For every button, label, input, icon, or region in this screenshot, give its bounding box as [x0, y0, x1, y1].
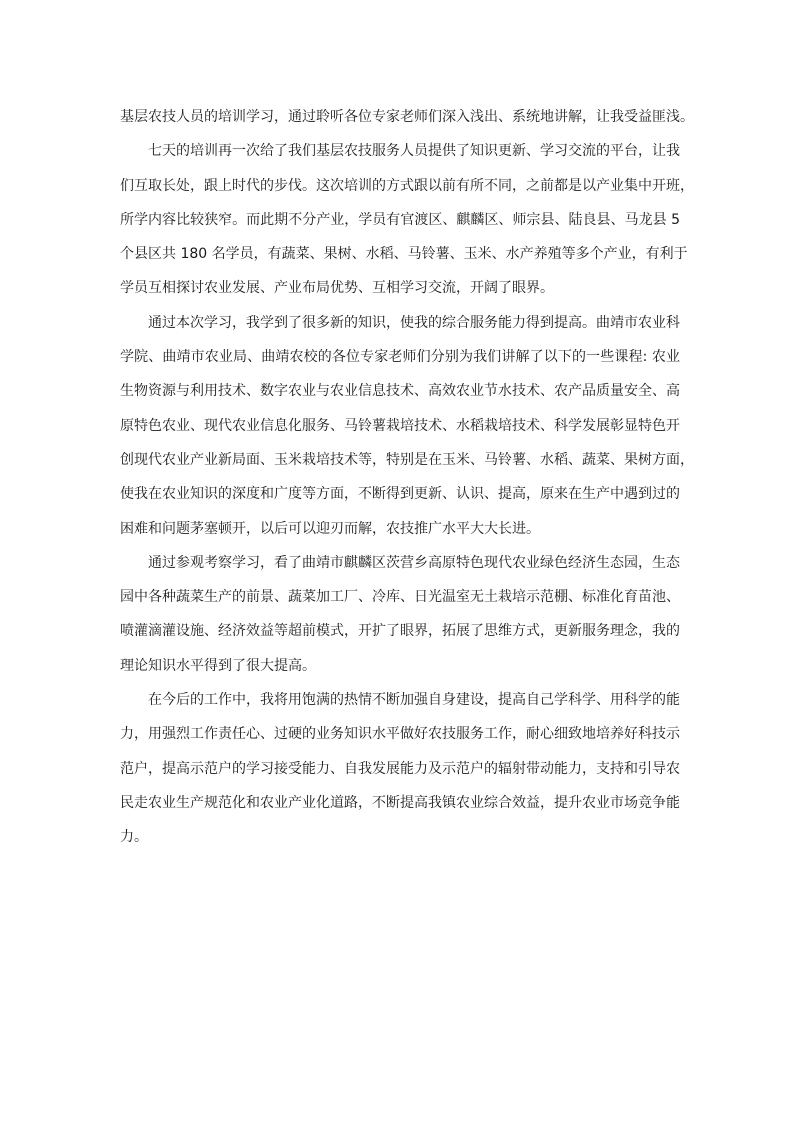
text-line: 原特色农业、现代农业信息化服务、马铃薯栽培技术、水稻栽培技术、科学发展彰显特色开 [120, 417, 680, 434]
text-line: 力。 [120, 829, 148, 846]
text-line: 力，用强烈工作责任心、过硬的业务知识水平做好农技服务工作，耐心细致地培养好科技示 [120, 726, 680, 743]
paragraph-first-line: 七天的培训再一次给了我们基层农技服务人员提供了知识更新、学习交流的平台，让我 [148, 143, 680, 160]
text-line: 个县区共 180 名学员，有蔬菜、果树、水稻、马铃薯、玉米、水产养殖等多个产业，有利于 [120, 246, 688, 263]
paragraph-first-line: 在今后的工作中，我将用饱满的热情不断加强自身建设，提高自己学科学、用科学的能 [148, 692, 680, 709]
text-line: 民走农业生产规范化和农业产业化道路，不断提高我镇农业综合效益，提升农业市场竞争能 [120, 794, 680, 811]
text-line: 理论知识水平得到了很大提高。 [120, 657, 316, 674]
text-line: 创现代农业产业新局面、玉米栽培技术等，特别是在玉米、马铃薯、水稻、蔬菜、果树方面， [120, 451, 694, 468]
text-line: 使我在农业知识的深度和广度等方面，不断得到更新、认识、提高，原来在生产中遇到过的 [120, 486, 680, 503]
text-line: 喷灌滴灌设施、经济效益等超前模式，开扩了眼界，拓展了思维方式，更新服务理念，我的 [120, 623, 680, 640]
body-text [120, 100, 694, 855]
text-line: 学院、曲靖市农业局、曲靖农校的各位专家老师们分别为我们讲解了以下的一些课程: 农业 [120, 349, 680, 366]
text-line: 基层农技人员的培训学习，通过聆听各位专家老师们深入浅出、系统地讲解，让我受益匪浅。 [120, 109, 694, 125]
text-line: 生物资源与利用技术、数字农业与农业信息技术、高效农业节水技术、农产品质量安全、高 [120, 383, 680, 400]
text-line: 们互取长处，跟上时代的步伐。这次培训的方式跟以前有所不同，之前都是以产业集中开班， [120, 177, 694, 194]
text-line: 学员互相探讨农业发展、产业布局优势、互相学习交流，开阔了眼界。 [120, 280, 554, 297]
paragraph-first-line: 通过参观考察学习，看了曲靖市麒麟区茨营乡高原特色现代农业绿色经济生态园，生态 [148, 554, 680, 571]
text-line: 所学内容比较狭窄。而此期不分产业，学员有官渡区、麒麟区、师宗县、陆良县、马龙县 5 [120, 211, 680, 228]
text-line: 困难和问题茅塞顿开，以后可以迎刃而解，农技推广水平大大长进。 [120, 520, 540, 537]
text-line: 园中各种蔬菜生产的前景、蔬菜加工厂、冷库、日光温室无土栽培示范棚、标准化育苗池、 [120, 589, 680, 606]
paragraph-first-line: 通过本次学习，我学到了很多新的知识，使我的综合服务能力得到提高。曲靖市农业科 [148, 314, 680, 331]
text-line: 范户，提高示范户的学习接受能力、自我发展能力及示范户的辐射带动能力，支持和引导农 [120, 760, 680, 777]
